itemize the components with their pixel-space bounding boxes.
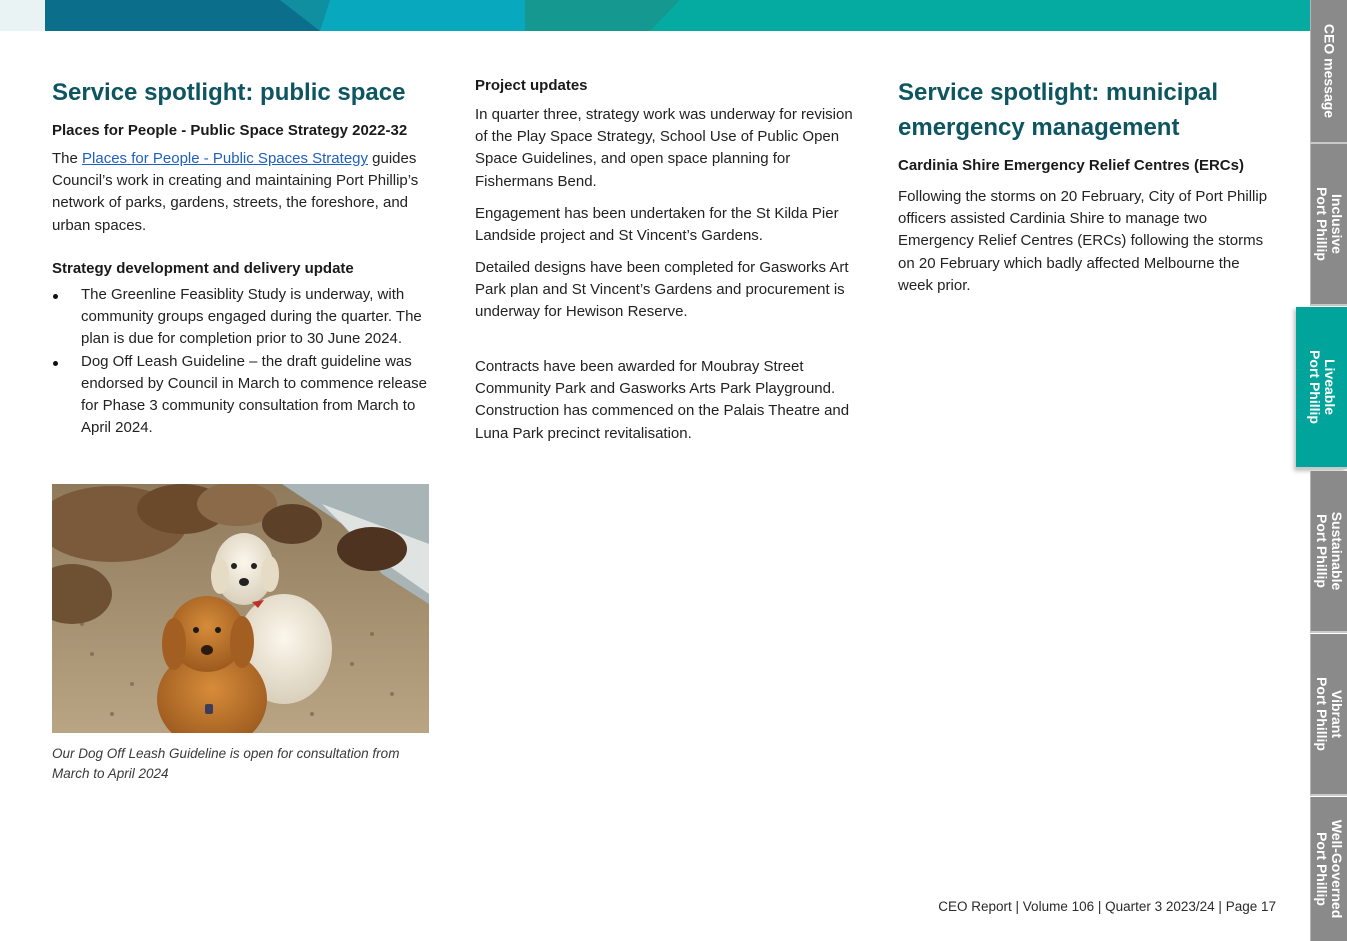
section-title-line1: Service spotlight: municipal	[898, 79, 1219, 106]
page-footer: CEO Report | Volume 106 | Quarter 3 2023/24 | Page 17	[938, 899, 1276, 914]
project-paragraph: In quarter three, strategy work was underway for revision of the Play Space Strategy, School Use of Public Open Space Guidelines, and open space planning for Fishermans Bend.	[475, 106, 853, 190]
project-paragraph: Detailed designs have been completed for Gasworks Art Park plan and St Vincent’s Gardens and procurement is underway for Hewison Reserve.	[475, 259, 849, 321]
intro-prefix: The	[52, 150, 83, 167]
list-item: The Greenline Feasiblity Study is underway, with community groups engaged during the quarter. The plan is due for completion prior to 30 June 2024.	[52, 284, 427, 351]
tab-label: Sustainable Port Phillip	[1314, 511, 1345, 591]
project-paragraph: Contracts have been awarded for Moubray Street Community Park and Gasworks Arts Park Playground. Construction has commenced on the Palais Theatre and Luna Park precinct revitalisation.	[475, 358, 850, 442]
banner-graphic	[0, 0, 1312, 31]
tab-liveable-port-phillip[interactable]	[1296, 307, 1347, 469]
tab-vibrant-port-phillip[interactable]	[1310, 634, 1347, 796]
intro-paragraph	[52, 148, 430, 237]
dogs-on-beach-photo	[52, 484, 429, 733]
tab-label: Well-Governed Port Phillip	[1314, 819, 1345, 919]
tab-label: Vibrant Port Phillip	[1314, 677, 1345, 751]
intro-suffix: guides Council’s work in creating and maintaining Port Phillip’s network of parks, gardens, streets, the foreshore, and urban spaces.	[52, 150, 419, 234]
tab-label: Inclusive Port Phillip	[1314, 187, 1345, 261]
tab-well-governed-port-phillip[interactable]	[1310, 797, 1347, 941]
section-subtitle: Places for People - Public Space Strategy 2022-32	[52, 122, 408, 139]
project-updates-heading: Project updates	[475, 77, 588, 94]
tab-label: CEO message	[1321, 23, 1338, 119]
tab-ceo-message[interactable]	[1310, 0, 1347, 144]
tab-label: Liveable Port Phillip	[1306, 350, 1338, 424]
side-nav-tabs	[1306, 0, 1347, 941]
section-title	[898, 75, 1288, 145]
section-subtitle: Cardinia Shire Emergency Relief Centres (ERCs)	[898, 157, 1244, 174]
public-spaces-strategy-link[interactable]: Places for People - Public Spaces Strategy	[82, 150, 368, 167]
strategy-heading: Strategy development and delivery update	[52, 260, 354, 277]
tab-inclusive-port-phillip[interactable]	[1310, 144, 1347, 306]
emergency-paragraph: Following the storms on 20 February, City of Port Phillip officers assisted Cardinia Shire to manage two Emergency Relief Centres (ERCs) following the storms on 20 February which badly affected Melbourne the week prior.	[898, 188, 1268, 294]
tab-sustainable-port-phillip[interactable]	[1310, 471, 1347, 633]
photo-caption: Our Dog Off Leash Guideline is open for consultation from March to April 2024	[52, 746, 400, 781]
project-paragraph: Engagement has been undertaken for the St Kilda Pier Landside project and St Vincent’s Gardens.	[475, 205, 839, 245]
top-banner	[0, 0, 1312, 31]
list-item: Dog Off Leash Guideline – the draft guideline was endorsed by Council in March to commence release for Phase 3 community consultation from March to April 2024.	[52, 351, 427, 440]
section-title-line2: emergency management	[898, 114, 1180, 141]
strategy-bullet-list	[52, 284, 427, 439]
section-title: Service spotlight: public space	[52, 79, 406, 106]
